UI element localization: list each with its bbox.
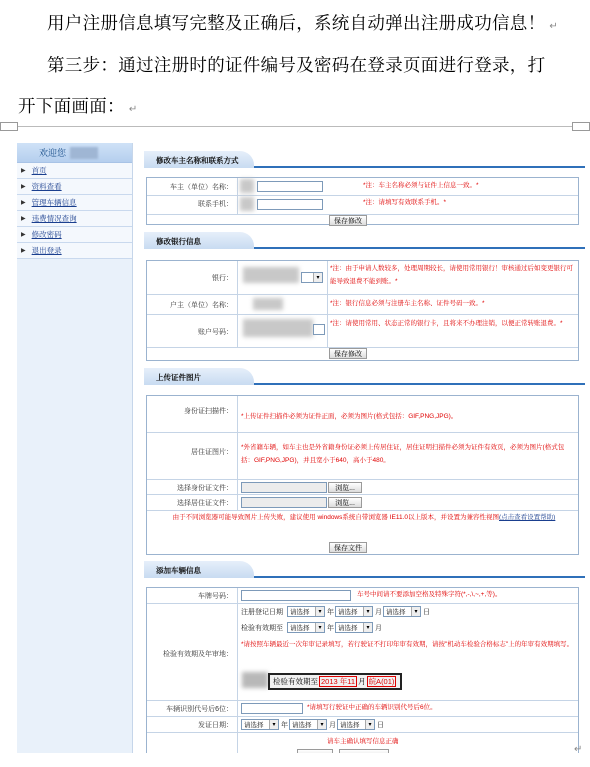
inspect-year-select[interactable] [287,622,325,633]
embedded-screenshot [17,143,585,753]
year-unit: 年 [281,722,288,729]
select-text: 请选择 [292,722,312,729]
return-mark: ↵ [549,21,559,32]
choose-id-label: 选择身份证文件： [177,485,233,492]
divider [147,603,578,604]
divider [237,396,238,510]
doc-line-2-text: 第三步：通过注册时的证件编号及密码在登录页面进行登录，打 [47,56,546,76]
inspect-date-label: 检验有效期至 [241,625,283,632]
owner-note: *注：车主名称必须与证件上信息一致。* [363,182,479,189]
triangle-icon: ▶ [21,168,26,174]
chevron-down-icon: ▾ [315,623,324,632]
bank-label: 银行： [212,275,233,282]
sidebar-item-label[interactable]: 首页 [31,166,47,175]
stamp-month: 月 [358,677,366,686]
save-owner-button[interactable]: 保存修改 [329,215,367,226]
triangle-icon: ▶ [21,184,26,190]
browser-note-text: 由于不同浏览器可能导致图片上传失败，建议使用 windows系统自带浏览器 IE11.0以上版本，并设置为兼容性视图 [172,514,499,521]
doc-line-3 [18,93,138,118]
choose-residence-label: 选择居住证文件： [177,500,233,507]
validity-label: 检验有效期及年审地： [163,651,233,658]
day-unit: 日 [377,722,384,729]
blurred-account [243,319,313,337]
stamp-year: 2013 年11 [321,677,356,686]
sidebar-item-refund-query[interactable] [17,211,132,227]
page-break-marker-left [0,122,18,131]
vin-label: 车辆识别代号后6位： [166,706,233,713]
plate-note: 车号中间请不要添加空格及特殊字符(*,-,\,~,+,等)。 [357,591,502,598]
id-scan-note: *上传证件扫描件必须为证件正面，必须为图片(格式包括：GIF,PNG,JPG)。 [241,413,458,420]
section-title: 添加车辆信息 [144,561,254,578]
vin-note: *请填写行驶证中正确的车辆识别代号后6位。 [307,704,437,711]
divider [147,479,578,480]
confirm-note: 请车主确认填写信息正确 [327,738,399,745]
triangle-icon: ▶ [21,216,26,222]
phone-note: *注：请填写有效联系手机。* [363,199,447,206]
plate-label: 车牌号码： [198,593,233,600]
chevron-down-icon: ▾ [363,607,372,616]
owner-name-input[interactable] [257,181,323,192]
chevron-down-icon: ▾ [411,607,420,616]
sidebar-item-label[interactable]: 退出登录 [31,246,62,255]
month-unit: 月 [375,609,382,616]
reg-day-select[interactable] [383,606,421,617]
sidebar-item-vehicles[interactable] [17,195,132,211]
save-bank-button[interactable]: 保存修改 [329,348,367,359]
doc-line-3-text: 开下面画面： [18,97,125,117]
divider [147,494,578,495]
sidebar-item-label[interactable]: 违费情况查询 [31,214,77,223]
sidebar [17,143,133,753]
sidebar-item-profile[interactable] [17,179,132,195]
phone-label: 联系手机： [198,201,233,208]
vehicle-form [146,587,579,753]
divider [327,261,328,347]
doc-line-2 [47,52,545,77]
blurred-phone [240,197,254,211]
stamp-prefix: 检验有效期至 [273,677,318,686]
upload-form [146,395,579,555]
section-title: 修改车主名称和联系方式 [144,151,254,168]
browse-residence-button[interactable]: 浏览... [328,497,362,508]
sidebar-item-label[interactable]: 管理车辆信息 [31,198,77,207]
partial-button-1[interactable] [297,749,333,753]
blurred-holder [253,298,283,310]
id-file-input[interactable] [241,482,327,493]
triangle-icon: ▶ [21,200,26,206]
page-break-line [0,126,590,127]
vin-input[interactable] [241,703,303,714]
reg-year-select[interactable] [287,606,325,617]
inspection-stamp-image [268,673,402,690]
issue-date-label: 发证日期： [198,722,233,729]
divider [147,314,578,315]
doc-line-1-text: 用户注册信息填写完整及正确后，系统自动弹出注册成功信息！ [47,14,546,34]
doc-line-1 [47,10,558,35]
triangle-icon: ▶ [21,248,26,254]
select-text: 请选择 [338,625,358,632]
owner-form [146,177,579,225]
issue-year-select[interactable] [241,719,279,730]
select-text: 请选择 [340,722,360,729]
return-mark: ↵ [128,104,138,115]
holder-label: 户主（单位）名称： [170,302,233,309]
browse-id-button[interactable]: 浏览... [328,482,362,493]
year-unit: 年 [327,609,334,616]
divider [147,716,578,717]
stamp-suffix: 皖A(01) [368,677,395,686]
page-break-marker-right [572,122,590,131]
id-scan-label: 身份证扫描件： [184,408,233,415]
blurred-bank [243,267,299,283]
save-files-button[interactable]: 保存文件 [329,542,367,553]
section-header-owner [144,151,585,168]
section-header-upload [144,368,585,385]
residence-note: *外省籍车辆，如车主也是外省籍身份证必须上传居住证，居住证明扫描件必须为证件有效页，必须为图片(格式包括：GIF,PNG,JPG)，并且宽小于640，高小于480。 [241,444,565,464]
holder-note: *注：银行信息必须与注册车主名称、证件号码一致。* [330,300,485,307]
sidebar-item-home[interactable] [17,163,132,179]
year-unit: 年 [327,625,334,632]
blurred-username [70,147,98,159]
owner-label: 车主（单位）名称： [170,184,233,191]
plate-input[interactable] [241,590,351,601]
blurred-owner [240,179,254,193]
sidebar-item-label[interactable]: 修改密码 [31,230,62,239]
welcome-text: 欢迎您 [39,148,67,158]
blurred-license-fragment [242,672,268,688]
triangle-icon: ▶ [21,232,26,238]
select-text: 请选择 [244,722,264,729]
sidebar-item-label[interactable]: 资料查看 [31,182,62,191]
select-text: 请选择 [290,625,310,632]
phone-input[interactable] [257,199,323,210]
month-unit: 月 [375,625,382,632]
sidebar-item-logout[interactable] [17,243,132,259]
inspect-month-select[interactable] [335,622,373,633]
divider [237,178,238,214]
residence-label: 居住证图片： [191,449,233,456]
divider [237,261,238,347]
select-text: 请选择 [338,609,358,616]
section-header-bank [144,232,585,249]
chevron-down-icon: ▾ [363,623,372,632]
issue-month-select[interactable] [289,719,327,730]
divider [237,588,238,753]
bank-note: *注：由于申请人数较多，处理周期较长，请使用常用银行！审核通过后如变更银行可能导致退费不能到账。* [330,265,574,285]
chevron-down-icon: ▾ [315,607,324,616]
chevron-down-icon: ▾ [269,720,278,729]
bank-form [146,260,579,361]
account-label: 账户号码： [198,329,233,336]
bank-select[interactable] [301,272,323,283]
residence-file-input[interactable] [241,497,327,508]
help-link[interactable]: (点击查看设置帮助) [499,514,556,521]
divider [147,294,578,295]
sidebar-item-password[interactable] [17,227,132,243]
chevron-down-icon: ▾ [365,720,374,729]
section-title: 修改银行信息 [144,232,254,249]
sidebar-welcome [17,143,132,163]
chevron-down-icon: ▾ [313,273,322,282]
day-unit: 日 [423,609,430,616]
validity-note: *请按照车辆最近一次年审记录填写，若行驶证不打印年审有效期，请按"机动车检验合格标志"上的年审有效期填写。 [241,641,574,648]
reg-date-label: 注册登记日期 [241,609,283,616]
select-text: 请选择 [386,609,406,616]
select-text: 请选择 [290,609,310,616]
section-header-vehicle [144,561,585,578]
account-input[interactable] [313,324,325,335]
chevron-down-icon: ▾ [317,720,326,729]
divider [147,432,578,433]
issue-day-select[interactable] [337,719,375,730]
partial-button-2[interactable] [339,749,389,753]
divider [147,732,578,733]
browser-note [151,511,577,524]
month-unit: 月 [329,722,336,729]
section-title: 上传证件图片 [144,368,254,385]
account-note: *注：请使用常用、状态正常的银行卡，且将来不办理注销，以便正常转账退费。* [330,320,563,327]
return-mark-bottom: ↵ [574,744,583,755]
reg-month-select[interactable] [335,606,373,617]
